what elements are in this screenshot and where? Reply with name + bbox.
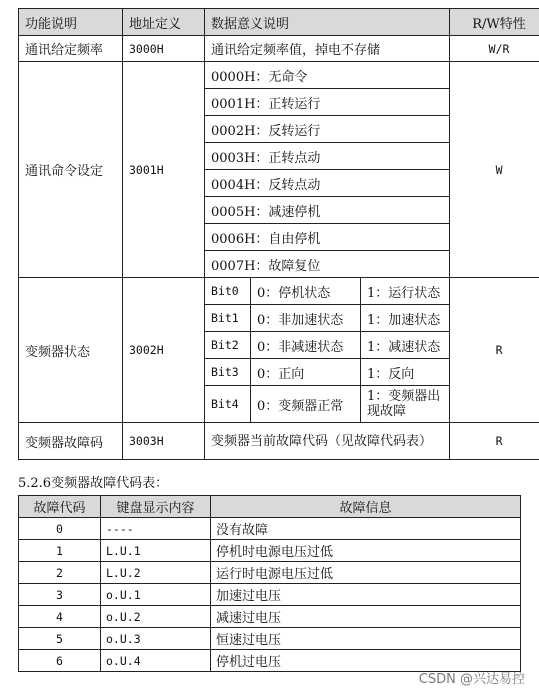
- cmd-value: 0003H：正转点动: [205, 143, 450, 170]
- status-zero: 0：非减速状态: [251, 332, 361, 359]
- header-meaning: 数据意义说明: [205, 9, 450, 36]
- fault-code-table: [18, 495, 521, 672]
- fault-info: 减速过电压: [211, 606, 521, 628]
- header-info: 故障信息: [211, 496, 521, 518]
- register-table: [18, 8, 539, 460]
- fault-display: o.U.2: [101, 606, 211, 628]
- fault-display: ----: [101, 518, 211, 540]
- status-function: 变频器状态: [19, 278, 123, 423]
- status-one: 1：运行状态: [361, 278, 450, 305]
- fault-code: 3: [19, 584, 101, 606]
- freq-rw: W/R: [450, 36, 539, 62]
- fault-code: 4: [19, 606, 101, 628]
- fault-code: 1: [19, 540, 101, 562]
- status-bit: Bit3: [205, 359, 251, 386]
- header-address: 地址定义: [123, 9, 205, 36]
- status-zero: 0：正向: [251, 359, 361, 386]
- header-display: 键盘显示内容: [101, 496, 211, 518]
- cmd-function: 通讯命令设定: [19, 62, 123, 278]
- fault-address: 3003H: [123, 423, 205, 460]
- table-row: [19, 584, 521, 606]
- status-zero: 0：非加速状态: [251, 305, 361, 332]
- fault-code: 2: [19, 562, 101, 584]
- header-code: 故障代码: [19, 496, 101, 518]
- fault-code: 0: [19, 518, 101, 540]
- freq-function: 通讯给定频率: [19, 36, 123, 62]
- fault-info: 停机过电压: [211, 650, 521, 672]
- table-row: [19, 540, 521, 562]
- fault-code: 6: [19, 650, 101, 672]
- table-row: [19, 562, 521, 584]
- cmd-value: 0007H：故障复位: [205, 251, 450, 278]
- status-bit: Bit1: [205, 305, 251, 332]
- status-zero: 0：停机状态: [251, 278, 361, 305]
- freq-address: 3000H: [123, 36, 205, 62]
- header-function: 功能说明: [19, 9, 123, 36]
- table-row: [19, 606, 521, 628]
- header-rw: R/W特性: [450, 9, 539, 36]
- status-one: 1：加速状态: [361, 305, 450, 332]
- status-rw: R: [450, 278, 539, 423]
- status-bit: Bit0: [205, 278, 251, 305]
- cmd-value: 0001H：正转运行: [205, 89, 450, 116]
- status-one: 1：变频器出现故障: [361, 386, 450, 423]
- status-zero: 0：变频器正常: [251, 386, 361, 423]
- cmd-address: 3001H: [123, 62, 205, 278]
- fault-code: 5: [19, 628, 101, 650]
- fault-info: 没有故障: [211, 518, 521, 540]
- fault-display: L.U.1: [101, 540, 211, 562]
- fault-rw: R: [450, 423, 539, 460]
- status-one: 1：反向: [361, 359, 450, 386]
- fault-info: 停机时电源电压过低: [211, 540, 521, 562]
- table-row: [19, 628, 521, 650]
- cmd-value: 0006H：自由停机: [205, 224, 450, 251]
- status-bit: Bit2: [205, 332, 251, 359]
- watermark: CSDN @兴达易控: [418, 672, 525, 687]
- cmd-value: 0005H：减速停机: [205, 197, 450, 224]
- cmd-value: 0000H：无命令: [205, 62, 450, 89]
- fault-display: o.U.4: [101, 650, 211, 672]
- fault-meaning: 变频器当前故障代码（见故障代码表）: [205, 423, 450, 460]
- fault-info: 运行时电源电压过低: [211, 562, 521, 584]
- status-bit: Bit4: [205, 386, 251, 423]
- fault-display: o.U.1: [101, 584, 211, 606]
- fault-display: o.U.3: [101, 628, 211, 650]
- fault-info: 恒速过电压: [211, 628, 521, 650]
- cmd-rw: W: [450, 62, 539, 278]
- table-row: [19, 518, 521, 540]
- fault-function: 变频器故障码: [19, 423, 123, 460]
- cmd-value: 0004H：反转点动: [205, 170, 450, 197]
- status-one: 1：减速状态: [361, 332, 450, 359]
- freq-meaning: 通讯给定频率值，掉电不存储: [205, 36, 450, 62]
- status-address: 3002H: [123, 278, 205, 423]
- fault-info: 加速过电压: [211, 584, 521, 606]
- cmd-value: 0002H：反转运行: [205, 116, 450, 143]
- fault-display: L.U.2: [101, 562, 211, 584]
- fault-table-caption: 5.2.6变频器故障代码表：: [18, 476, 169, 491]
